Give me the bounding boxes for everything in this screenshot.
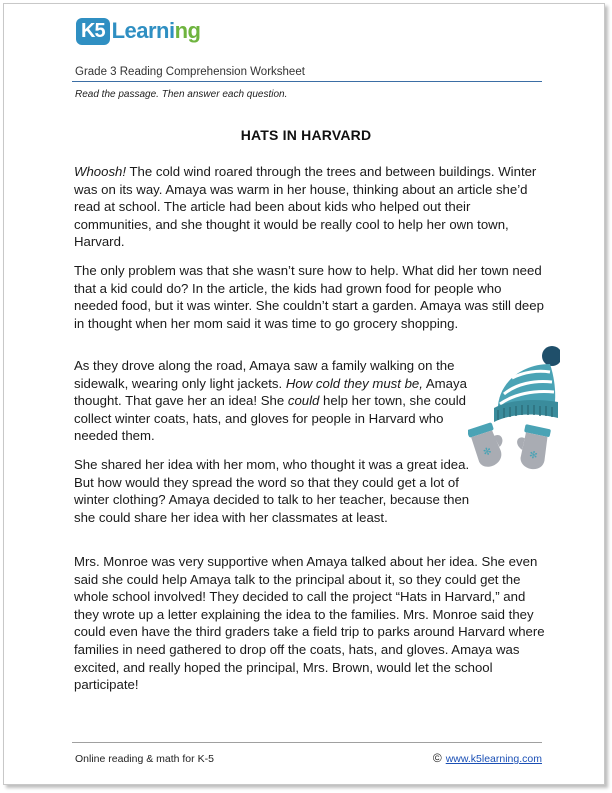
worksheet-subtitle: Grade 3 Reading Comprehension Worksheet [75, 66, 305, 78]
header-divider [72, 81, 542, 82]
paragraph-5: Mrs. Monroe was very supportive when Amaya talked about her idea. She even said she could help Amaya talk to the principal about it, so they could get the whole school involved! They decided to call the project “Hats in Harvard,” and they wrote up a letter explaining the idea to the families. Mrs. Monroe said they could even have the third graders take a field trip to parks around Harvard where families in need gathered to drop off the coats, hats, and gloves. Amaya was excited, and really hoped the principal, Mrs. Brown, would let the school participate! [74, 554, 545, 693]
right-mitten-icon [512, 423, 551, 471]
website-link[interactable]: www.k5learning.com [445, 753, 542, 765]
p3-emphasis-2: could [287, 393, 320, 409]
paragraph-2: The only problem was that she wasn’t sure how to help. What did her town need that a kid could do? In the article, the kids had grown food for people who needed food, but it was winter. She couldn’t start a garden. Amaya was still deep in thought when her mom said it was time to go grocery shopping. [74, 263, 544, 331]
footer-link-area [433, 751, 542, 765]
k5-learning-logo[interactable] [76, 14, 201, 48]
p3-text-b: Amaya thought. That gave her an idea! She [74, 375, 467, 409]
logo-wordmark: Learning [111, 18, 201, 43]
p3-text-c: help her town, she could collect winter coats, hats, and gloves for people in Harvard who needed them. [74, 393, 467, 444]
p3-text-a: As they drove along the road, Amaya saw a family walking on the sidewalk, wearing only light jackets. [74, 358, 455, 391]
paragraph-3 [74, 357, 474, 445]
p3-emphasis-1: How cold they must be, [285, 375, 423, 391]
p1-emphasis: Whoosh! [74, 164, 127, 179]
footer-divider [72, 742, 542, 743]
instructions: Read the passage. Then answer each question. [75, 89, 288, 100]
paragraph-4: She shared her idea with her mom, who thought it was a great idea. But how would they spread the word so that they could get a lot of winter clothing? Amaya decided to talk to her teacher, because then she could share her idea with her classmates at least. [74, 457, 470, 525]
left-mitten-icon [468, 421, 509, 470]
copyright-icon: © [432, 751, 442, 765]
passage-title: HATS IN HARVARD [240, 127, 372, 143]
logo-k5-box: K5 [76, 18, 110, 45]
winter-hat-icon [494, 346, 560, 422]
p1-text: The cold wind roared through the trees and between buildings. Winter was on its way. Amaya was warm in her house, thinking about an article she’d read at school. The article had been about kids who helped out their communities, and she thought it would be really cool to help her own town, Harvard. [74, 164, 537, 250]
footer-tagline: Online reading & math for K-5 [75, 753, 214, 765]
svg-text:✻: ✻ [481, 445, 494, 459]
hat-and-mittens-illustration [468, 342, 560, 474]
paragraph-1 [74, 163, 546, 251]
svg-text:✻: ✻ [527, 449, 539, 463]
